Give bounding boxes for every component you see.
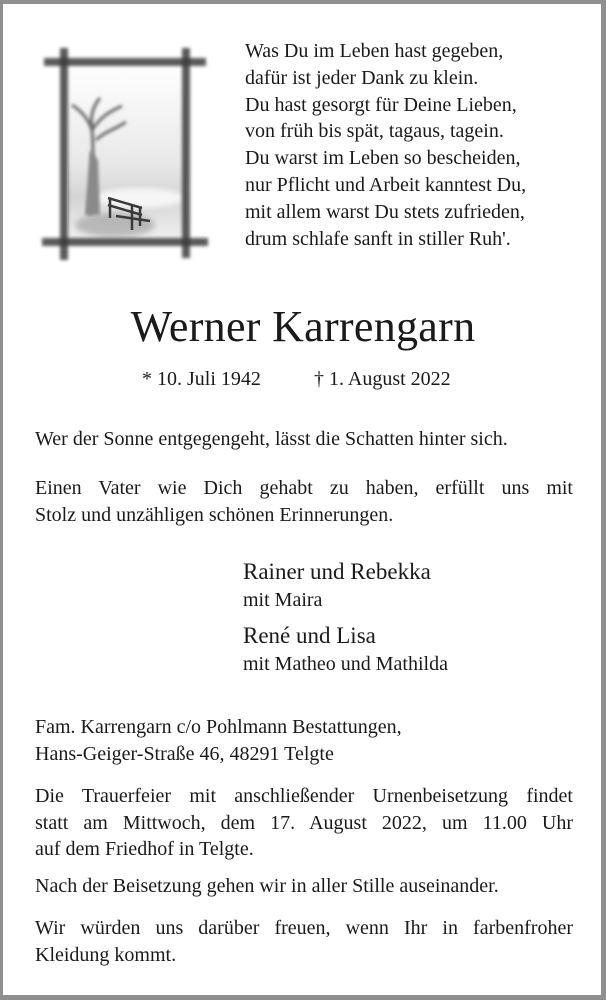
death-date: † 1. August 2022	[314, 368, 451, 390]
family-children: mit Matheo und Mathilda	[243, 653, 448, 675]
ceremony-info	[35, 783, 573, 863]
poem-line: drum schlafe sanft in stiller Ruh'.	[245, 227, 511, 250]
address-line: Hans-Geiger-Straße 46, 48291 Telgte	[35, 742, 334, 765]
ceremony-line: Die Trauerfeier mit anschließender Urnenbeisetzung findet	[35, 785, 573, 807]
deceased-name: Werner Karrengarn	[130, 302, 476, 351]
poem-line: mit allem warst Du stets zufrieden,	[245, 200, 525, 223]
tribute-paragraph	[35, 475, 573, 528]
tribute-line: Stolz und unzähligen schönen Erinnerungen.	[35, 503, 394, 526]
family-names: René und Lisa	[243, 623, 376, 648]
family-children: mit Maira	[243, 589, 323, 611]
family-group	[243, 621, 448, 677]
tribute-line: Einen Vater wie Dich gehabt zu haben, erfüllt uns mit	[35, 477, 573, 499]
poem-line: Du warst im Leben so bescheiden,	[245, 147, 521, 170]
birth-date: * 10. Juli 1942	[142, 368, 261, 390]
family-names: Rainer und Rebekka	[243, 559, 431, 584]
dress-line: Kleidung kommt.	[35, 943, 177, 966]
dress-code-note	[35, 915, 573, 968]
framed-tree-bench-illustration-icon	[30, 40, 216, 265]
family-group	[243, 557, 431, 613]
address-line: Fam. Karrengarn c/o Pohlmann Bestattungen,	[35, 716, 402, 738]
ceremony-line: statt am Mittwoch, dem 17. August 2022, um 11.00 Uhr	[35, 811, 573, 834]
poem-line: Du hast gesorgt für Deine Lieben,	[245, 93, 517, 116]
after-burial-note: Nach der Beisetzung gehen wir in aller Stille auseinander.	[35, 875, 499, 897]
dress-line: Wir würden uns darüber freuen, wenn Ihr in farbenfroher	[35, 917, 573, 939]
memorial-poem	[245, 38, 526, 252]
quote: Wer der Sonne entgegengeht, lässt die Schatten hinter sich.	[35, 428, 508, 450]
poem-line: dafür ist jeder Dank zu klein.	[245, 66, 479, 89]
poem-line: Was Du im Leben hast gegeben,	[245, 40, 504, 62]
ceremony-line: auf dem Friedhof in Telgte.	[35, 838, 254, 860]
contact-address	[35, 714, 573, 767]
poem-line: von früh bis spät, tagaus, tagein.	[245, 120, 504, 143]
poem-line: nur Pflicht und Arbeit kanntest Du,	[245, 173, 527, 196]
